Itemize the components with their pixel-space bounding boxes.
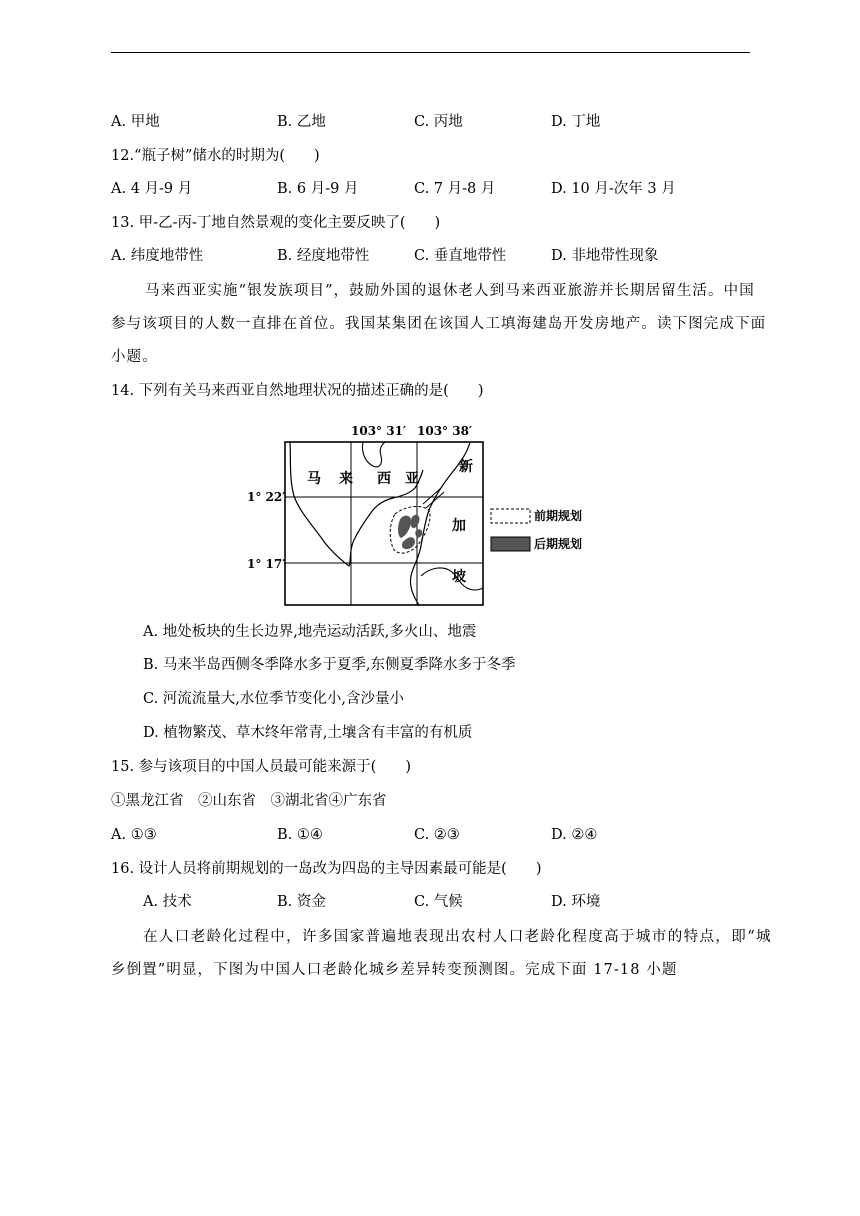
q15-option-b[interactable]: B. ①④	[277, 827, 323, 843]
q13-option-d[interactable]: D. 非地带性现象	[551, 248, 659, 264]
q12-option-a[interactable]: A. 4 月-9 月	[111, 181, 193, 197]
passage2-line-1: 在人口老龄化过程中，许多国家普遍地表现出农村人口老龄化程度高于城市的特点，即“城	[143, 929, 772, 945]
lon-label-2: 103° 38′	[417, 424, 473, 438]
header-rule	[111, 52, 750, 53]
q14-option-c[interactable]: C. 河流流量大,水位季节变化小,含沙量小	[143, 691, 405, 707]
later-plan-island	[411, 515, 420, 528]
q12-option-c[interactable]: C. 7 月-8 月	[414, 181, 496, 197]
q16-option-c[interactable]: C. 气候	[414, 894, 463, 910]
lat-label-1: 1° 22′	[247, 490, 286, 504]
q11-option-b[interactable]: B. 乙地	[277, 114, 326, 130]
q15-stem: 15. 参与该项目的中国人员最可能来源于( )	[111, 759, 411, 775]
q15-option-c[interactable]: C. ②③	[414, 827, 460, 843]
region-label: 西	[377, 471, 391, 487]
q15-option-a[interactable]: A. ①③	[111, 827, 157, 843]
q13-option-a[interactable]: A. 纬度地带性	[111, 248, 204, 264]
q11-option-a[interactable]: A. 甲地	[111, 114, 160, 130]
region-label: 亚	[405, 471, 419, 487]
q14-option-d[interactable]: D. 植物繁茂、草木终年常青,土壤含有丰富的有机质	[143, 725, 473, 741]
q11-option-c[interactable]: C. 丙地	[414, 114, 463, 130]
q13-stem: 13. 甲-乙-丙-丁地自然景观的变化主要反映了( )	[111, 215, 441, 231]
later-plan-island	[402, 537, 415, 549]
later-plan-island	[415, 529, 422, 538]
q16-option-b[interactable]: B. 资金	[277, 894, 326, 910]
legend-dashed-swatch	[491, 509, 530, 523]
region-label: 新	[459, 459, 473, 475]
lat-label-2: 1° 17′	[247, 557, 286, 571]
legend-label-later: 后期规划	[534, 537, 583, 551]
legend-filled-swatch	[491, 537, 530, 551]
q16-option-d[interactable]: D. 环境	[551, 894, 601, 910]
q13-option-b[interactable]: B. 经度地带性	[277, 248, 370, 264]
passage2-line-2: 乡倒置”明显，下图为中国人口老龄化城乡差异转变预测图。完成下面 17-18 小题	[111, 962, 678, 978]
region-label: 来	[339, 471, 353, 487]
lon-label-1: 103° 31′	[351, 424, 407, 438]
q16-stem: 16. 设计人员将前期规划的一岛改为四岛的主导因素最可能是( )	[111, 861, 542, 877]
passage1-line-2: 参与该项目的人数一直排在首位。我国某集团在该国人工填海建岛开发房地产。读下图完成下面	[111, 316, 767, 332]
q14-option-a[interactable]: A. 地处板块的生长边界,地壳运动活跃,多火山、地震	[143, 624, 477, 640]
region-label: 加	[452, 518, 466, 534]
passage1-line-3: 小题。	[111, 349, 158, 365]
passage1-line-1: 马来西亚实施“银发族项目”，鼓励外国的退休老人到马来西亚旅游并长期居留生活。中国	[145, 283, 755, 299]
q12-stem: 12.“瓶子树”储水的时期为( )	[111, 148, 320, 164]
q16-option-a[interactable]: A. 技术	[143, 894, 192, 910]
legend-label-early: 前期规划	[534, 509, 583, 523]
q15-option-d[interactable]: D. ②④	[551, 827, 598, 843]
region-label: 马	[307, 471, 321, 487]
q11-option-d[interactable]: D. 丁地	[551, 114, 601, 130]
region-label: 坡	[452, 569, 466, 585]
q12-option-d[interactable]: D. 10 月-次年 3 月	[551, 181, 676, 197]
causeway	[426, 492, 444, 508]
q13-option-c[interactable]: C. 垂直地带性	[414, 248, 507, 264]
causeway	[423, 488, 441, 504]
malaysia-singapore-map	[245, 418, 605, 610]
q12-option-b[interactable]: B. 6 月-9 月	[277, 181, 359, 197]
q14-stem: 14. 下列有关马来西亚自然地理状况的描述正确的是( )	[111, 383, 484, 399]
q15-choices: ①黑龙江省 ②山东省 ③湖北省④广东省	[111, 793, 387, 809]
river-inlet	[362, 442, 385, 467]
later-plan-island	[398, 516, 411, 538]
q14-option-b[interactable]: B. 马来半岛西侧冬季降水多于夏季,东侧夏季降水多于冬季	[143, 657, 516, 673]
